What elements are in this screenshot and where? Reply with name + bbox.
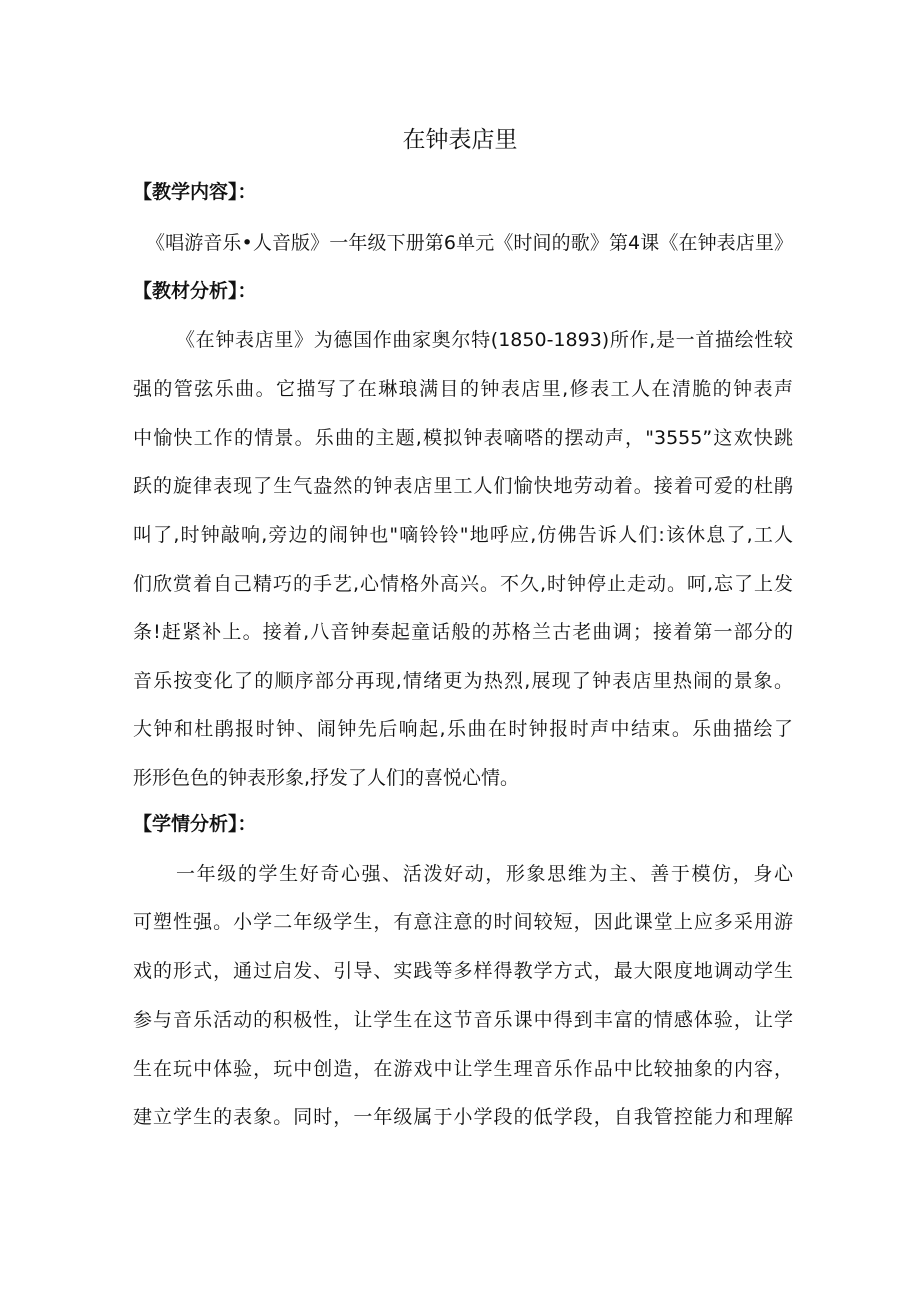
material-analysis-line: 《在钟表店里》为德国作曲家奥尔特(1850-1893)所作,是一首描绘性较 xyxy=(176,329,793,351)
material-analysis-line: 强的管弦乐曲。它描写了在琳琅满目的钟表店里,修表工人在清脆的钟表声 xyxy=(133,378,793,400)
section-heading-material-analysis: 【教材分析】： xyxy=(133,280,257,302)
document-title: 在钟表店里 xyxy=(402,127,518,153)
teaching-content-line: 《唱游音乐•人音版》一年级下册第6单元《时间的歌》第4课《在钟表店里》 xyxy=(146,232,793,254)
material-analysis-line: 们欣赏着自己精巧的手艺,心情格外高兴。不久,时钟停止走动。呵,忘了上发 xyxy=(133,573,793,595)
material-analysis-line: 形形色色的钟表形象,抒发了人们的喜悦心情。 xyxy=(133,767,520,789)
student-analysis-line: 参与音乐活动的积极性，让学生在这节音乐课中得到丰富的情感体验，让学 xyxy=(133,1009,793,1031)
material-analysis-line: 中愉快工作的情景。乐曲的主题,模拟钟表嘀嗒的摆动声，"3555”这欢快跳 xyxy=(133,427,793,449)
material-analysis-line: 音乐按变化了的顺序部分再现,情绪更为热烈,展现了钟表店里热闹的景象。 xyxy=(133,670,793,692)
section-heading-student-analysis: 【学情分析】： xyxy=(133,813,257,835)
material-analysis-line: 叫了,时钟敲响,旁边的闹钟也"嘀铃铃"地呼应,仿佛告诉人们:该休息了,工人 xyxy=(133,524,793,546)
student-analysis-line: 建立学生的表象。同时，一年级属于小学段的低学段，自我管控能力和理解 xyxy=(133,1106,793,1128)
material-analysis-line: 跃的旋律表现了生气盎然的钟表店里工人们愉快地劳动着。接着可爱的杜鹃 xyxy=(133,475,793,497)
section-heading-teaching-content: 【教学内容】： xyxy=(133,181,257,203)
student-analysis-line: 可塑性强。小学二年级学生，有意注意的时间较短，因此课堂上应多采用游 xyxy=(133,911,793,933)
student-analysis-line: 一年级的学生好奇心强、活泼好动，形象思维为主、善于模仿，身心 xyxy=(176,863,793,885)
student-analysis-line: 戏的形式，通过启发、引导、实践等多样得教学方式，最大限度地调动学生 xyxy=(133,960,793,982)
material-analysis-line: 条!赶紧补上。接着,八音钟奏起童话般的苏格兰古老曲调；接着第一部分的 xyxy=(133,621,793,643)
material-analysis-line: 大钟和杜鹃报时钟、闹钟先后响起,乐曲在时钟报时声中结束。乐曲描绘了 xyxy=(133,718,793,740)
student-analysis-line: 生在玩中体验，玩中创造，在游戏中让学生理音乐作品中比较抽象的内容， xyxy=(133,1058,793,1080)
